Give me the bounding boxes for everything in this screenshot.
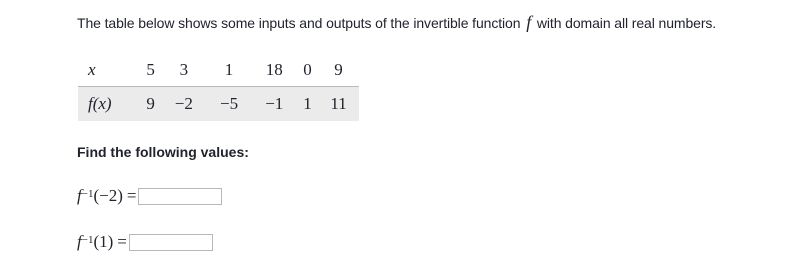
question-inverse-at-1: f $^{-1}$ (1) = [77,232,213,252]
table-row-fx [78,87,359,122]
equals-sign: = [126,186,137,205]
table-cell-fx: 11 [318,87,359,122]
answer-input-2[interactable] [129,234,213,251]
answer-input-1[interactable] [138,188,222,205]
intro-text-after: with domain all real numbers. [533,15,717,31]
function-symbol: f [526,12,532,32]
table-cell-fx: −5 [206,87,251,122]
table-cell-x: 5 [146,60,155,79]
table-cell-x: 0 [303,60,312,79]
table-cell-fx: 1 [297,87,318,122]
table-cell-fx: −2 [161,87,206,122]
table-cell-x: 1 [224,60,234,79]
x-header: x [88,60,96,79]
table-cell-fx: 9 [140,87,161,122]
instructions-heading: Find the following values: [77,144,249,160]
intro-text-before: The table below shows some inputs and outputs of the invertible function [77,15,525,31]
table-cell-fx: −1 [252,87,297,122]
problem-statement [77,12,716,33]
table-cell-x: 18 [265,60,283,79]
question-inverse-at-neg2: f $^{-1}$ (−2) = [77,186,222,206]
question-argument: (1) [93,232,114,251]
table-row-x [78,54,359,87]
table-cell-x: 3 [179,60,189,79]
question-argument: (−2) [93,186,123,205]
fx-header: f(x) [78,87,140,122]
question-function-symbol: f [77,186,82,205]
table-cell-x: 9 [334,60,343,79]
question-function-symbol: f [77,232,82,251]
function-value-table [78,54,359,121]
equals-sign: = [117,232,127,251]
